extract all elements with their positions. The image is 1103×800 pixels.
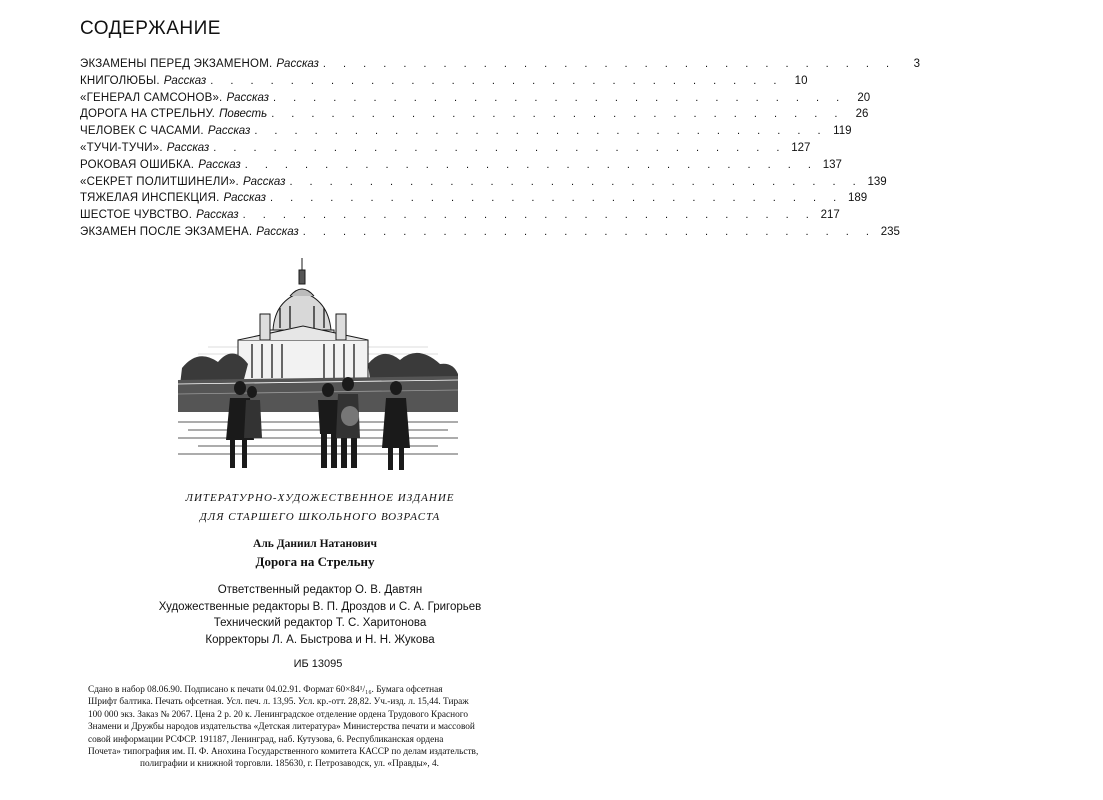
toc-leader-dots: . . . . . . . . . . . . . . . . . . . . . . . . . . . . . [254,125,828,138]
credit-line: Технический редактор Т. С. Харитонова [213,617,427,629]
toc-entry-page: 139 [867,175,887,188]
credit-line: Корректоры Л. А. Быстрова и Н. Н. Жукова [205,633,435,646]
toc-entry-kind: Рассказ [207,125,251,138]
toc-entry-kind: Рассказ [223,192,266,205]
toc-leader-dots: . . . . . . . . . . . . . . . . . . . . . . . . . . . . . [289,175,863,188]
toc-leader-dots: . . . . . . . . . . . . . . . . . . . . . . . . . . . . . [244,158,818,171]
toc-entry [80,58,921,75]
toc-entry [80,91,871,109]
contents-heading: СОДЕРЖАНИЕ [80,18,221,39]
toc-entry-page: 217 [820,209,840,222]
toc-entry-page: 26 [855,108,869,121]
credit-line: Художественные редакторы В. П. Дроздов и С. А. Григорьев [158,600,482,613]
series-line-2: ДЛЯ СТАРШЕГО ШКОЛЬНОГО ВОЗРАСТА [199,511,441,523]
toc-leader-dots: . . . . . . . . . . . . . . . . . . . . . . . . . . . . . [213,141,787,154]
series-line-1: ЛИТЕРАТУРНО-ХУДОЖЕСТВЕННОЕ ИЗДАНИЕ [185,492,455,504]
toc-entry-page: 10 [794,74,808,87]
editorial-credits [100,582,540,648]
toc-entry-page: 235 [880,225,900,238]
toc-entry-title: ЭКЗАМЕН ПОСЛЕ ЭКЗАМЕНА. [80,225,253,238]
toc-entry-title: «СЕКРЕТ ПОЛИТШИНЕЛИ». [80,175,239,188]
toc-leader-dots: . . . . . . . . . . . . . . . . . . . . . . . . . . . . . [302,225,876,238]
toc-entry-page: 127 [791,141,811,154]
toc-leader-dots: . . . . . . . . . . . . . . . . . . . . . . . . . . . . . [269,192,844,205]
toc-entry [80,141,811,159]
ib-number: ИБ 13095 [293,658,343,670]
toc-entry [80,74,808,92]
toc-leader-dots: . . . . . . . . . . . . . . . . . . . . . . . . . . . . . [272,91,847,104]
toc-entry-kind: Рассказ [256,225,299,238]
toc-entry [80,175,887,193]
toc-entry-title: ДОРОГА НА СТРЕЛЬНУ. [80,108,216,121]
credit-line: Ответственный редактор О. В. Давтян [217,584,423,596]
toc-entry-kind: Рассказ [163,74,207,87]
toc-entry-kind: Рассказ [276,58,319,70]
imprint-line: полиграфии и книжной торговли. 185630, г. Петрозаводск, ул. «Правды», 4. [140,759,439,770]
imprint-line: Шрифт балтика. Печать офсетная. Усл. печ. л. 13,95. Усл. кр.-отт. 28,82. Уч.-изд. л. 15,44. Тираж [88,697,469,708]
imprint-line: 100 000 экз. Заказ № 2067. Цена 2 р. 20 к. Ленинградское отделение ордена Трудового Красного [88,709,469,720]
toc-entry-kind: Повесть [219,108,268,121]
toc-entry-title: КНИГОЛЮБЫ. [80,74,160,87]
imprint-line: Почета» типография им. П. Ф. Анохина Государственного комитета КАССР по делам издательств, [88,747,479,758]
toc-entry-title: ЧЕЛОВЕК С ЧАСАМИ. [80,125,204,138]
print-imprint [88,684,558,771]
toc-entry [80,158,842,176]
toc-entry-title: «ГЕНЕРАЛ САМСОНОВ». [80,91,223,104]
toc-entry-title: ШЕСТОЕ ЧУВСТВО. [80,209,193,222]
toc-entry-title: «ТУЧИ-ТУЧИ». [80,141,163,154]
toc-entry-kind: Рассказ [226,91,269,104]
toc-leader-dots: . . . . . . . . . . . . . . . . . . . . . . . . . . . . . [242,209,816,222]
toc-entry-kind: Рассказ [242,175,286,188]
toc-entry [80,108,869,125]
toc-leader-dots: . . . . . . . . . . . . . . . . . . . . . . . . . . . . . [271,108,845,121]
toc-entry-title: ТЯЖЕЛАЯ ИНСПЕКЦИЯ. [80,192,220,205]
toc-entry-kind: Рассказ [166,141,210,154]
toc-leader-dots: . . . . . . . . . . . . . . . . . . . . . . . . . . . . . [210,74,784,87]
toc-entry-title: РОКОВАЯ ОШИБКА. [80,158,195,171]
toc-entry-page: 3 [913,58,921,70]
cathedral-illustration [178,252,458,474]
table-of-contents [80,58,921,243]
toc-entry-kind: Рассказ [196,209,239,222]
toc-entry-page: 20 [857,91,871,104]
toc-entry-page: 189 [847,192,868,205]
imprint-line: совой информации РСФСР. 191187, Ленинград, наб. Кутузова, 6. Республиканская ордена [88,734,444,745]
toc-entry-kind: Рассказ [198,158,241,171]
imprint-line: Знамени и Дружбы народов издательства «Детская литература» Министерства печати и массовой [88,722,475,733]
imprint-line: Сдано в набор 08.06.90. Подписано к печати 04.02.91. Формат 60×84¹/₁₆. Бумага офсетная [88,685,443,695]
toc-entry-page: 119 [833,125,852,138]
toc-entry [80,225,900,243]
toc-leader-dots: . . . . . . . . . . . . . . . . . . . . . . . . . . . . . [322,58,897,70]
toc-entry-page: 137 [822,158,842,171]
author-name: Аль Даниил Натанович [253,538,377,550]
toc-entry [80,192,868,209]
toc-entry-title: ЭКЗАМЕНЫ ПЕРЕД ЭКЗАМЕНОМ. [80,58,273,70]
toc-entry [80,125,852,142]
book-title: Дорога на Стрельну [255,554,375,569]
toc-entry [80,209,840,226]
